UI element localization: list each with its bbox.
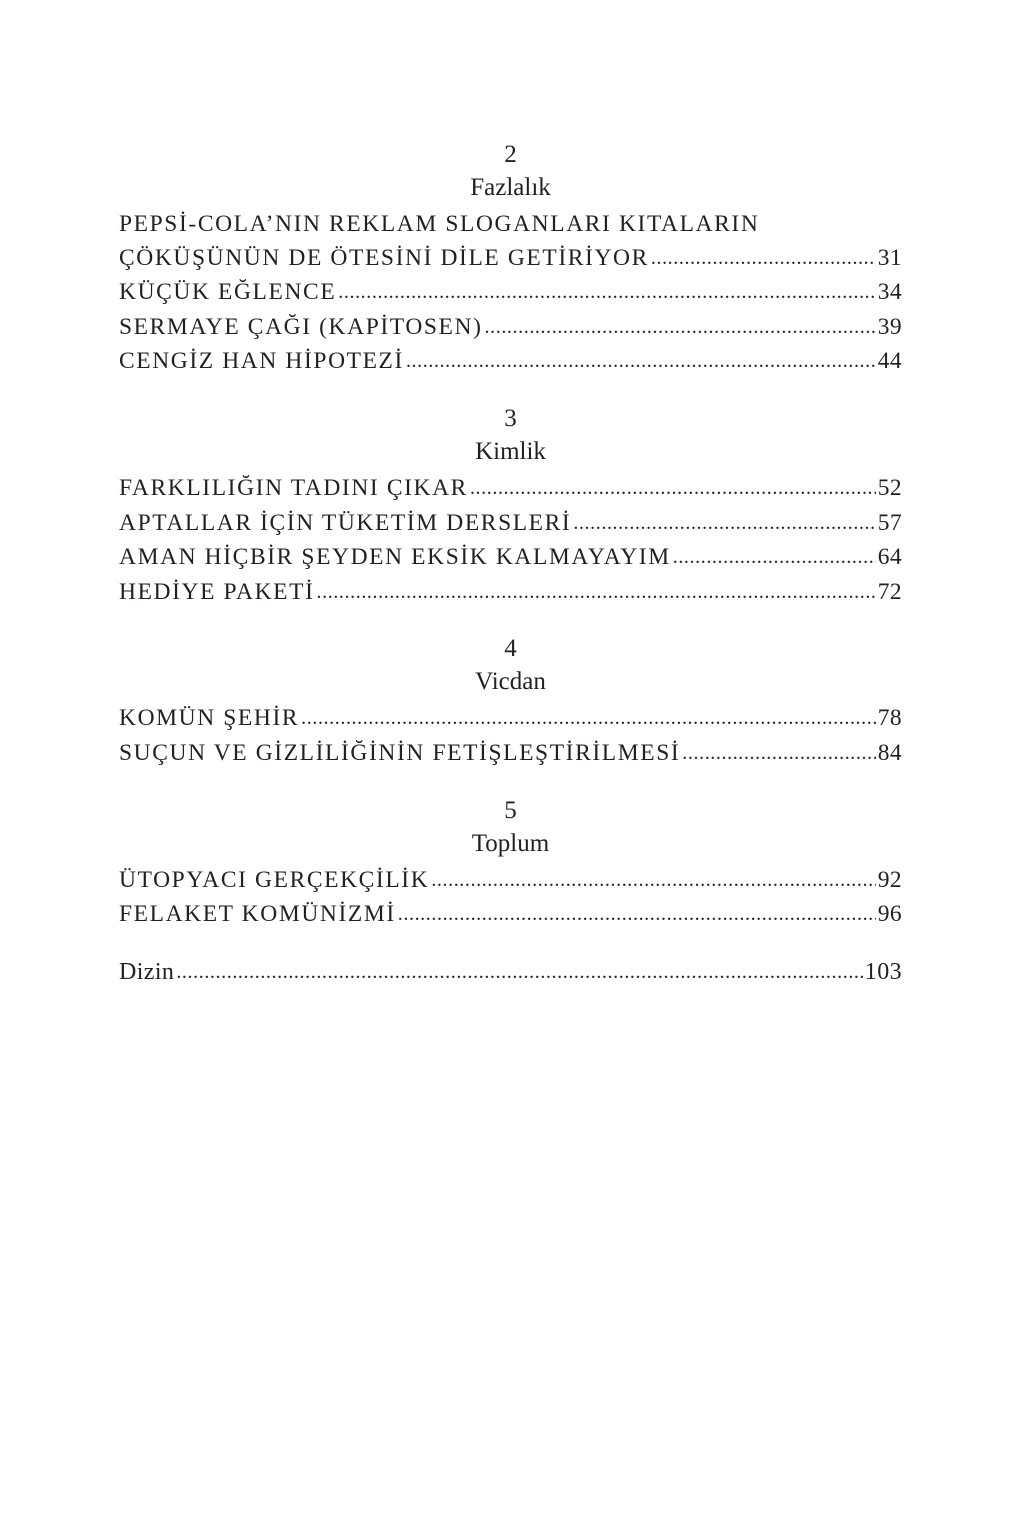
dot-leader (338, 276, 875, 310)
section-number: 2 (504, 141, 517, 168)
entry-page-number: 92 (877, 866, 902, 893)
dot-leader (431, 864, 875, 898)
toc-entry[interactable] (119, 576, 902, 611)
table-of-contents (119, 138, 902, 990)
toc-entry[interactable] (119, 737, 902, 772)
dot-leader (485, 311, 876, 345)
section-number: 5 (504, 796, 517, 824)
entry-page-number: 84 (877, 739, 902, 766)
entry-page-number: 34 (877, 279, 902, 306)
section-number: 4 (504, 635, 517, 663)
section-title: Kimlik (475, 437, 546, 465)
entry-page-number: 96 (877, 901, 902, 928)
entry-title: FARKLILIĞIN TADINI ÇIKAR (119, 474, 468, 501)
section-number: 3 (504, 404, 517, 432)
entry-page-number: 64 (877, 544, 902, 571)
dot-leader (573, 507, 875, 541)
dot-leader (651, 242, 876, 276)
toc-entry[interactable] (119, 898, 902, 933)
dot-leader (301, 702, 876, 736)
entry-title-first-line: PEPSİ-COLA’NIN REKLAM SLOGANLARI KITALARIN (119, 211, 760, 237)
toc-entry[interactable] (119, 345, 902, 380)
toc-entry[interactable] (119, 507, 902, 542)
dot-leader (317, 576, 876, 610)
entry-page-number: 39 (877, 313, 902, 340)
section-entries (119, 702, 902, 771)
toc-entry[interactable] (119, 472, 902, 507)
dot-leader (673, 541, 876, 575)
entry-page-number: 52 (877, 474, 902, 501)
toc-entry[interactable] (119, 702, 902, 737)
entry-title: AMAN HİÇBİR ŞEYDEN EKSİK KALMAYAYIM (119, 544, 671, 571)
entry-page-number: 57 (877, 509, 902, 536)
entry-title: ÇÖKÜŞÜNÜN DE ÖTESİNİ DİLE GETİRİYOR (119, 244, 649, 271)
entry-title: KOMÜN ŞEHİR (119, 705, 300, 732)
entry-title: SUÇUN VE GİZLİLİĞİNİN FETİŞLEŞTİRİLMESİ (119, 739, 681, 766)
section-title: Fazlalık (470, 174, 551, 201)
toc-section (119, 138, 902, 380)
toc-entry[interactable] (119, 311, 902, 346)
entry-title: Dizin (119, 958, 175, 985)
entry-title: HEDİYE PAKETİ (119, 578, 315, 605)
entry-title: CENGİZ HAN HİPOTEZİ (119, 348, 404, 375)
dot-leader (398, 898, 876, 932)
toc-section (119, 632, 902, 771)
toc-entry[interactable] (119, 208, 902, 276)
dot-leader (176, 955, 862, 989)
dot-leader (682, 737, 875, 771)
entry-page-number: 78 (877, 705, 902, 732)
entry-title: KÜÇÜK EĞLENCE (119, 279, 337, 306)
toc-section (119, 794, 902, 933)
toc-entry[interactable] (119, 541, 902, 576)
section-title: Vicdan (475, 668, 546, 696)
toc-entry[interactable] (119, 864, 902, 899)
entry-page-number: 72 (877, 578, 902, 605)
dot-leader (406, 345, 876, 379)
entry-page-number: 44 (877, 348, 902, 375)
toc-entry[interactable] (119, 276, 902, 311)
section-entries (119, 208, 902, 380)
dot-leader (470, 472, 876, 506)
entry-title: ÜTOPYACI GERÇEKÇİLİK (119, 866, 430, 893)
section-title: Toplum (471, 829, 550, 857)
entry-page-number: 31 (877, 244, 902, 271)
entry-page-number: 103 (864, 958, 902, 985)
section-entries (119, 864, 902, 933)
section-entries (119, 472, 902, 610)
entry-title: APTALLAR İÇİN TÜKETİM DERSLERİ (119, 509, 572, 536)
toc-entry-index[interactable] (119, 955, 902, 990)
toc-section (119, 402, 902, 610)
entry-title: FELAKET KOMÜNİZMİ (119, 901, 396, 928)
entry-title: SERMAYE ÇAĞI (KAPİTOSEN) (119, 313, 483, 340)
